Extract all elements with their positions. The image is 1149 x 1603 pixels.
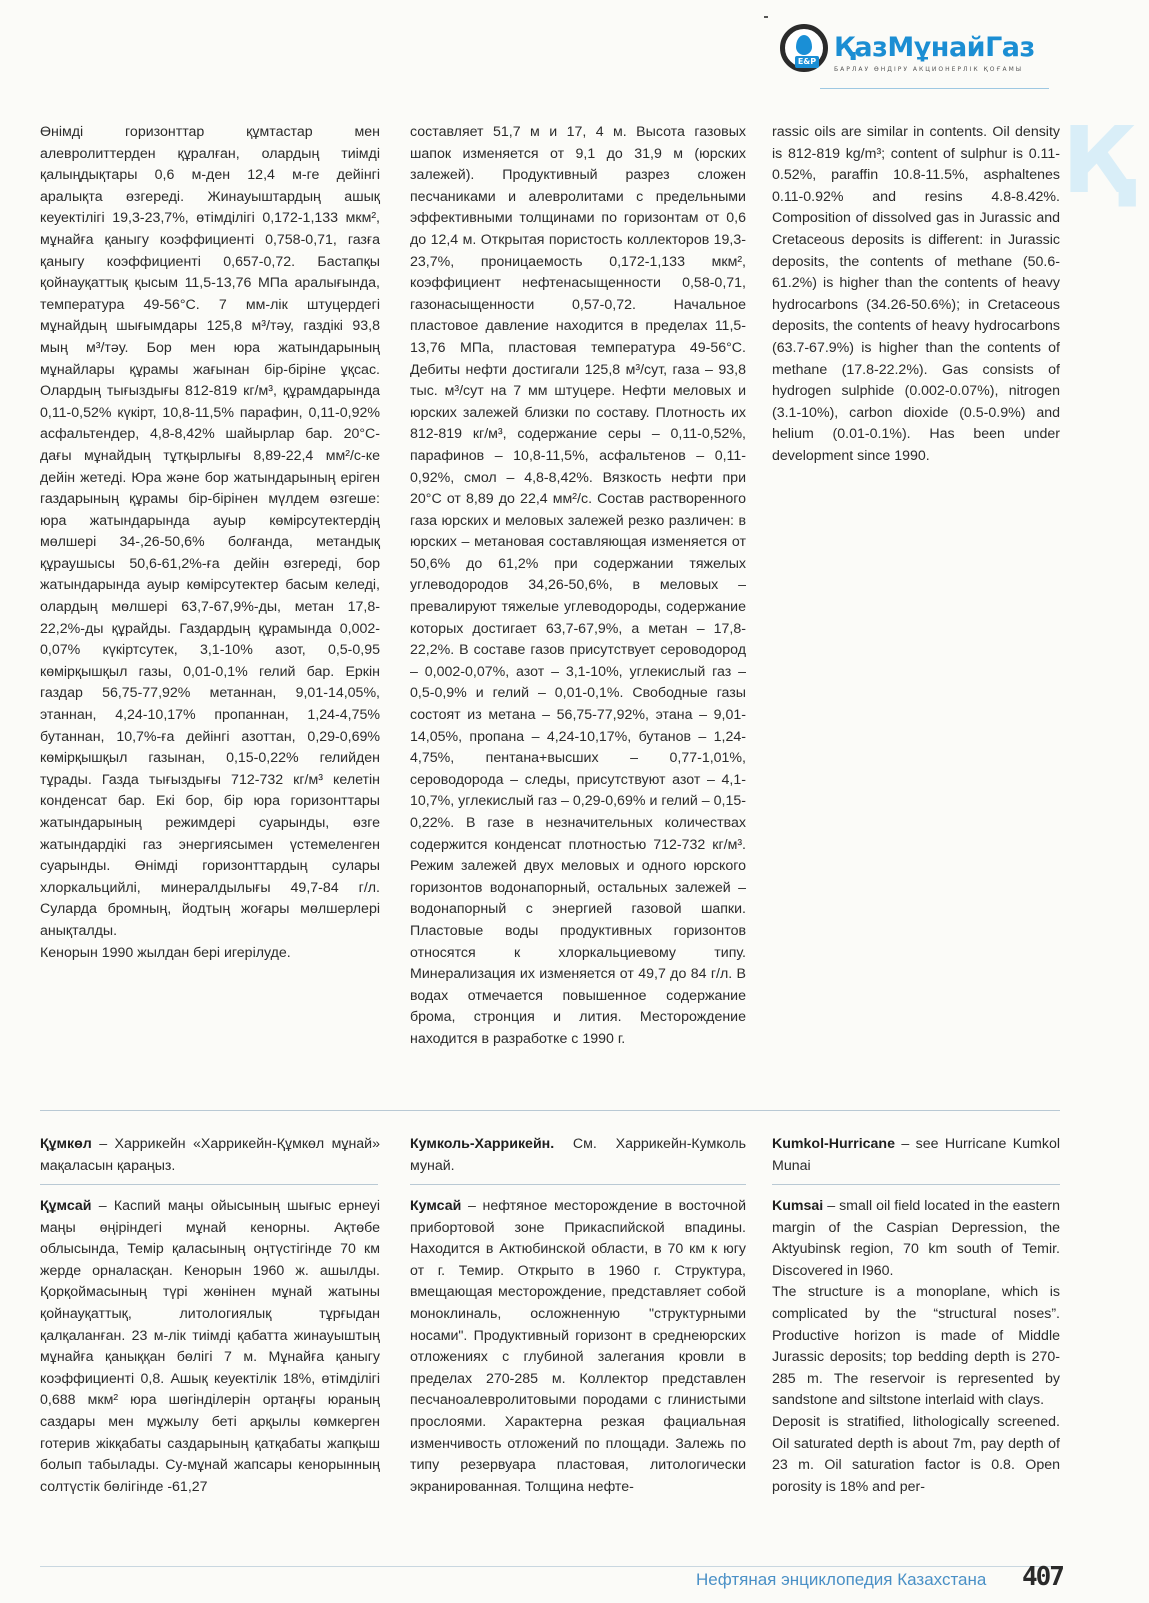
article-english-continued — [772, 122, 1060, 468]
logo-badge: E&P — [795, 56, 819, 68]
entry-text: См. Харрикейн-Кумколь мунай. — [410, 1136, 746, 1174]
oil-drop-icon — [796, 35, 812, 55]
entry-paragraph: Deposit is stratified, lithologically screened. Oil saturated depth is about 7m, pay depth of 23 m. Oil saturation factor is 0.8. Open porosity is 18% and per- — [772, 1413, 1060, 1495]
entry-headword: Kumkol-Hurricane — [772, 1136, 895, 1152]
logo-emblem-icon — [780, 24, 828, 72]
entry-kumkol-en — [772, 1134, 1060, 1177]
russian-paragraph: составляет 51,7 м и 17, 4 м. Высота газовых шапок изменяется от 9,1 до 31,9 м (юрских залежей). Продуктивный разрез сложен песчаниками и алевролитами с предельными эффективными толщинами по горизонтам от 0,6 до 12,4 м. Открытая пористость коллекторов 19,3-23,7%, проницаемость 0,172-1,133 мкм², коэффициент нефтенасыщенности 0,58-0,71, газонасыщенности 0,57-0,72. Начальное пластовое давление находится в пределах 11,5-13,76 МПа, пластовая температура 49-56°С. Дебиты нефти достигали 125,8 м³/сут, газа – 93,8 тыс. м³/сут на 7 мм штуцере. Нефти меловых и юрских залежей близки по составу. Плотность их 812-819 кг/м³, содержание серы – 0,11-0,52%, парафинов – 10,8-11,5%, асфальтенов – 0,11-0,92%, смол – 4,8-8,42%. Вязкость нефти при 20°С от 8,89 до 22,4 мм²/с. Состав растворенного газа юрских и меловых залежей резко различен: в юрских – метановая составляющая изменяется от 50,6% до 61,2% при содержании тяжелых углеводородов 34,26-50,6%, в меловых – превалируют тяжелые углеводороды, содержание которых достигает 63,7-67,9%, а метан – 17,8-22,2%. В составе газов присутствует сероводород – 0,002-0,07%, азот – 3,1-10%, углекислый газ – 0,5-0,9% и гелий – 0,01-0,1%. Свободные газы состоят из метана – 56,75-77,92%, этана – 9,01-14,05%, пропана – 4,24-10,17%, бутанов – 1,24-4,75%, пентана+высших – 0,77-1,01%, сероводорода – следы, присутствуют азот – 4,1-10,7%, углекислый газ – 0,29-0,69% и гелий – 0,15-0,22%. В газе в незначительных количествах содержится конденсат плотностью 712-732 кг/м³. Режим залежей двух меловых и одного юрского горизонтов водонапорный, остальных залежей – водонапорный с энергией газовой шапки. Пластовые воды продуктивных горизонтов относятся к хлоркальциевому типу. Минерализация их изменяется от 49,7 до 84 г/л. В водах отмечается повышенное содержание брома, стронция и лития. Месторождение находится в разработке с 1990 г. — [410, 124, 746, 1047]
entry-text: – see Hurricane Kumkol Munai — [772, 1136, 1060, 1174]
logo-subtitle: БАРЛАУ ӨНДІРУ АКЦИОНЕРЛІК ҚОҒАМЫ — [834, 66, 1024, 73]
print-mark — [764, 16, 768, 18]
entry-text: – Харрикейн «Харрикейн-Құмкөл мұнай» мақаласын қараңыз. — [40, 1136, 380, 1174]
article-russian-continued — [410, 122, 746, 1051]
article-kazakh-continued — [40, 122, 380, 964]
entry-divider — [772, 1184, 1060, 1185]
english-paragraph: rassic oils are similar in contents. Oil density is 812-819 kg/m³; content of sulphur is 0.11-0.52%, paraffin 10.8-11.5%, asphaltenes 0.11-0.92% and resins 4.8-8.42%. Composition of dissolved gas in Jurassic and Cretaceous deposits is different: in Jurassic deposits, the contents of methane (50.6-61.2%) is higher than the contents of heavy hydrocarbons (34.26-50.6%); in Cretaceous deposits, the contents of heavy hydrocarbons (63.7-67.9%) is higher than the contents of methane (17.8-22.2%). Gas consists of hydrogen sulphide (0.002-0.07%), nitrogen (3.1-10%), carbon dioxide (0.5-0.9%) and helium (0.01-0.1%). Has been under development since 1990. — [772, 124, 1060, 464]
entry-headword: Kumsai — [772, 1198, 824, 1214]
entry-kumsai-en — [772, 1196, 1060, 1498]
header-rule — [820, 88, 1049, 89]
kazmunaigaz-logo — [780, 24, 1080, 82]
entry-divider — [40, 1184, 378, 1185]
logo-wordmark: ҚазМұнайГаз — [834, 32, 1035, 63]
kazakh-paragraph: Өнімді горизонттар құмтастар мен алевролиттерден құралған, олардың тиімді қалыңдықтары 0,6 м-ден 12,4 м-ге дейінгі аралықта өзгереді. Жинауыштардың ашық кеуектілігі 19,3-23,7%, өтімділігі 0,172-1,133 мкм², мұнайға қаныгу коэффициенті 0,758-0,71, газға қаныгу коэффициенті 0,657-0,72. Бастапқы қойнауқаттық қысым 11,5-13,76 МПа аралығында, температура 49-56°С. 7 мм-лік штуцердегі мұнайдың шығымдары 125,8 м³/тәу, газдікі 93,8 мың м³/тәу. Бор мен юра жатындарының мұнайлары құрамы жағынан бір-біріне ұқсас. Олардың тығыздығы 812-819 кг/м³, құрамдарында 0,11-0,52% күкірт, 10,8-11,5% парафин, 0,11-0,92% асфальтендер, 4,8-8,42% шайырлар бар. 20°С-дағы мұнайдың тұтқырлығы 8,89-22,4 мм²/с-ке дейін жетеді. Юра және бор жатындарының еріген газдарының құрамы бір-бірінен мүлдем өзгеше: юра жатындарында ауыр көмірсутектердің мөлшері 34-,26-50,6% болғанда, метандық құраушысы 50,6-61,2%-ға дейін өзгереді, бор жатындарында ауыр көмірсутектер басым келеді, олардың мөлшері 63,7-67,9%-ды, метан 17,8-22,2%-ды құрайды. Газдардың құрамында 0,002-0,07% күкіртсутек, 3,1-10% азот, 0,5-0,95 көмірқышқыл газы, 0,01-0,1% гелий бар. Еркін газдар 56,75-77,92% метаннан, 9,01-14,05%, этаннан, 4,24-10,17% пропаннан, 1,24-4,75% бутаннан, 10,7%-ға дейінгі азоттан, 0,29-0,69% көмірқышқыл газынан, 0,15-0,22% гелийден тұрады. Газда тығыздығы 712-732 кг/м³ келетін конденсат бар. Екі бор, бір юра горизонттары жатындарының режимдері суарынды, өзге жатындардікі газ энергиясымен үстемеленген суарынды. Өнімді горизонттардың сулары хлоркальцийлі, минералдылығы 49,7-84 г/л. Суларда бромның, йодтың жоғары мөлшерлері анықталды. — [40, 124, 380, 939]
footer-rule — [40, 1566, 1060, 1567]
entry-headword: Құмкөл — [40, 1136, 92, 1152]
entry-text: – Каспий маңы ойысының шығыс ернеуі маңы өңіріндегі мұнай кенорны. Ақтөбе облысында, Темір қаласының оңтүстігінде 70 км жерде орналасқан. Кенорын 1960 ж. ашылды. Қорқоймасының түрі жөнінен мұнай жатыны қойнауқаттық, литологиялық тұрғыдан қалқаланған. 23 м-лік тиімді қабатта жинауыштың мұнайға қаныққан бөлігі 7 м. Мұнайға қаныгу коэффициенті 0,8. Ашық кеуектілік 18%, өтімділігі 0,688 мкм² юра шөгінділерін ортаңғы юраның саздары мен мұжылу беті арқылы көмкерген готерив жікқабаты саздарының қатқабаты жапқыш болып табылады. Су-мұнай жапсары кенорынның солтүстік бөлігінде -61,27 — [40, 1198, 380, 1495]
entry-headword: Құмсай — [40, 1198, 92, 1214]
entry-kumkol-ru — [410, 1134, 746, 1177]
entry-kumsai-kz — [40, 1196, 380, 1498]
kazakh-closing-line: Кенорын 1990 жылдан бері игерілуде. — [40, 944, 291, 961]
section-divider — [40, 1110, 1060, 1111]
page-number: 407 — [1022, 1562, 1063, 1592]
entry-kumkol-kz — [40, 1134, 380, 1177]
entry-divider — [410, 1184, 746, 1185]
footer-publication-title: Нефтяная энциклопедия Казахстана — [696, 1570, 987, 1589]
entry-text: – small oil field located in the eastern margin of the Caspian Depression, the Aktyubinsk region, 70 km south of Temir. Discovered in I960. — [772, 1198, 1060, 1279]
section-letter: Қ — [1062, 115, 1134, 214]
entry-text: – нефтяное месторождение в восточной прибортовой зоне Прикаспийской впадины. Находится в Актюбинской области, в 70 км к югу от г. Темир. Открыто в 1960 г. Структура, вмещающая месторождение, представляет собой моноклиналь, осложненную "структурными носами". Продуктивный горизонт в среднеюрских отложениях с глубиной залегания кровли в пределах 270-285 м. Коллектор представлен песчаноалевролитовыми породами с глинистыми прослоями. Характерна резкая фациальная изменчивость отложений по площади. Залежь по типу резервуара пластовая, литологически экранированная. Толщина нефте- — [410, 1198, 746, 1495]
entry-paragraph: The structure is a monoplane, which is complicated by the “structural noses”. Productive horizon is made of Middle Jurassic deposits; top bedding depth is 270-285 m. The reservoir is represented by sandstone and siltstone interlaid with clays. — [772, 1284, 1060, 1409]
entry-headword: Кумсай — [410, 1198, 462, 1214]
entry-kumsai-ru — [410, 1196, 746, 1498]
entry-headword: Кумколь-Харрикейн. — [410, 1136, 555, 1152]
